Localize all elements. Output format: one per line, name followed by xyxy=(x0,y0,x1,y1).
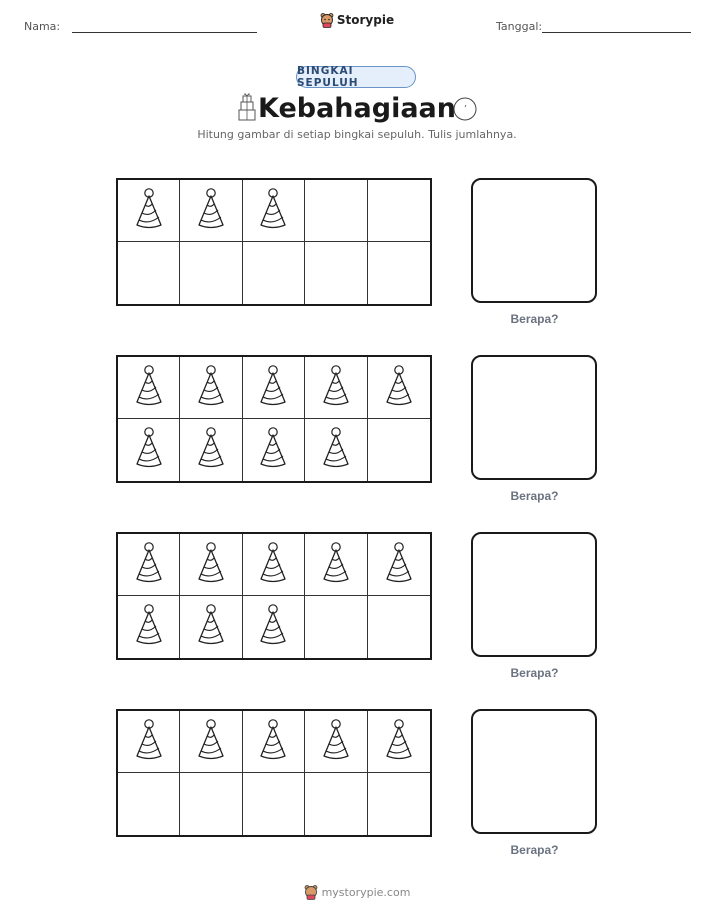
party-hat-icon xyxy=(195,541,227,589)
brand-logo xyxy=(0,12,714,28)
ten-frame-cell xyxy=(368,534,430,596)
ten-frame-cell xyxy=(180,357,242,419)
ten-frame-cell xyxy=(368,357,430,419)
footer-url: mystorypie.com xyxy=(321,885,411,899)
title-row xyxy=(0,90,714,128)
ten-frame-cell xyxy=(243,773,305,835)
ten-frame-cell xyxy=(118,419,180,481)
name-label: Nama: xyxy=(24,20,61,33)
ten-frame-cell xyxy=(118,357,180,419)
party-hat-icon xyxy=(195,718,227,766)
ten-frame-cell xyxy=(118,180,180,242)
ten-frame-cell xyxy=(368,596,430,658)
party-hat-icon xyxy=(257,718,289,766)
party-hat-icon xyxy=(320,718,352,766)
balloon-icon xyxy=(452,96,478,122)
party-hat-icon xyxy=(320,364,352,412)
party-hat-icon xyxy=(195,364,227,412)
ten-frame xyxy=(116,532,432,660)
ten-frame-cell xyxy=(243,596,305,658)
ten-frame-cell xyxy=(118,242,180,304)
party-hat-icon xyxy=(257,364,289,412)
ten-frame-cell xyxy=(368,773,430,835)
party-hat-icon xyxy=(257,541,289,589)
name-line[interactable] xyxy=(72,32,257,33)
worksheet-type-badge: BINGKAI SEPULUH xyxy=(296,66,416,88)
ten-frame-cell xyxy=(118,711,180,773)
party-hat-icon xyxy=(383,718,415,766)
party-hat-icon xyxy=(257,603,289,651)
party-hat-icon xyxy=(383,541,415,589)
ten-frame-cell xyxy=(180,596,242,658)
party-hat-icon xyxy=(257,426,289,474)
ten-frame-cell xyxy=(243,242,305,304)
ten-frame-cell xyxy=(368,242,430,304)
party-hat-icon xyxy=(133,426,165,474)
ten-frame-cell xyxy=(243,711,305,773)
ten-frame-cell xyxy=(243,357,305,419)
ten-frame-cell xyxy=(180,242,242,304)
ten-frame-cell xyxy=(180,773,242,835)
answer-box[interactable] xyxy=(471,709,597,834)
party-hat-icon xyxy=(133,541,165,589)
answer-label: Berapa? xyxy=(510,312,559,326)
ten-frame-cell xyxy=(243,534,305,596)
party-hat-icon xyxy=(133,718,165,766)
ten-frame-cell xyxy=(305,242,367,304)
ten-frame-cell xyxy=(305,596,367,658)
party-hat-icon xyxy=(320,426,352,474)
party-hat-icon xyxy=(133,364,165,412)
ten-frame-cell xyxy=(305,773,367,835)
answer-box[interactable] xyxy=(471,532,597,657)
ten-frame-cell xyxy=(118,773,180,835)
page-title: Kebahagiaan xyxy=(258,93,456,124)
ten-frame-cell xyxy=(368,711,430,773)
answer-label: Berapa? xyxy=(510,489,559,503)
ten-frame xyxy=(116,709,432,837)
bear-mascot-icon xyxy=(320,12,334,28)
ten-frame-cell xyxy=(368,419,430,481)
ten-frame-cell xyxy=(305,180,367,242)
ten-frame-cell xyxy=(180,419,242,481)
instructions: Hitung gambar di setiap bingkai sepuluh. Tulis jumlahnya. xyxy=(197,128,517,141)
date-label: Tanggal: xyxy=(496,20,543,33)
ten-frame xyxy=(116,355,432,483)
ten-frame-cell xyxy=(118,596,180,658)
party-hat-icon xyxy=(383,364,415,412)
ten-frame-cell xyxy=(180,711,242,773)
ten-frame-cell xyxy=(368,180,430,242)
ten-frame-cell xyxy=(305,534,367,596)
ten-frame-cell xyxy=(243,419,305,481)
brand-name: Storypie xyxy=(336,13,395,27)
answer-box[interactable] xyxy=(471,178,597,303)
answer-label: Berapa? xyxy=(510,843,559,857)
ten-frame-cell xyxy=(243,180,305,242)
party-hat-icon xyxy=(320,541,352,589)
ten-frame-cell xyxy=(180,534,242,596)
answer-label: Berapa? xyxy=(510,666,559,680)
ten-frame xyxy=(116,178,432,306)
ten-frame-cell xyxy=(305,357,367,419)
party-hat-icon xyxy=(133,187,165,235)
footer xyxy=(0,884,714,900)
answer-box[interactable] xyxy=(471,355,597,480)
party-hat-icon xyxy=(133,603,165,651)
ten-frame-cell xyxy=(305,419,367,481)
date-line[interactable] xyxy=(542,32,691,33)
ten-frame-cell xyxy=(180,180,242,242)
party-hat-icon xyxy=(195,426,227,474)
bear-mascot-icon xyxy=(304,884,318,900)
party-hat-icon xyxy=(195,603,227,651)
ten-frame-cell xyxy=(305,711,367,773)
party-hat-icon xyxy=(195,187,227,235)
ten-frame-cell xyxy=(118,534,180,596)
party-hat-icon xyxy=(257,187,289,235)
